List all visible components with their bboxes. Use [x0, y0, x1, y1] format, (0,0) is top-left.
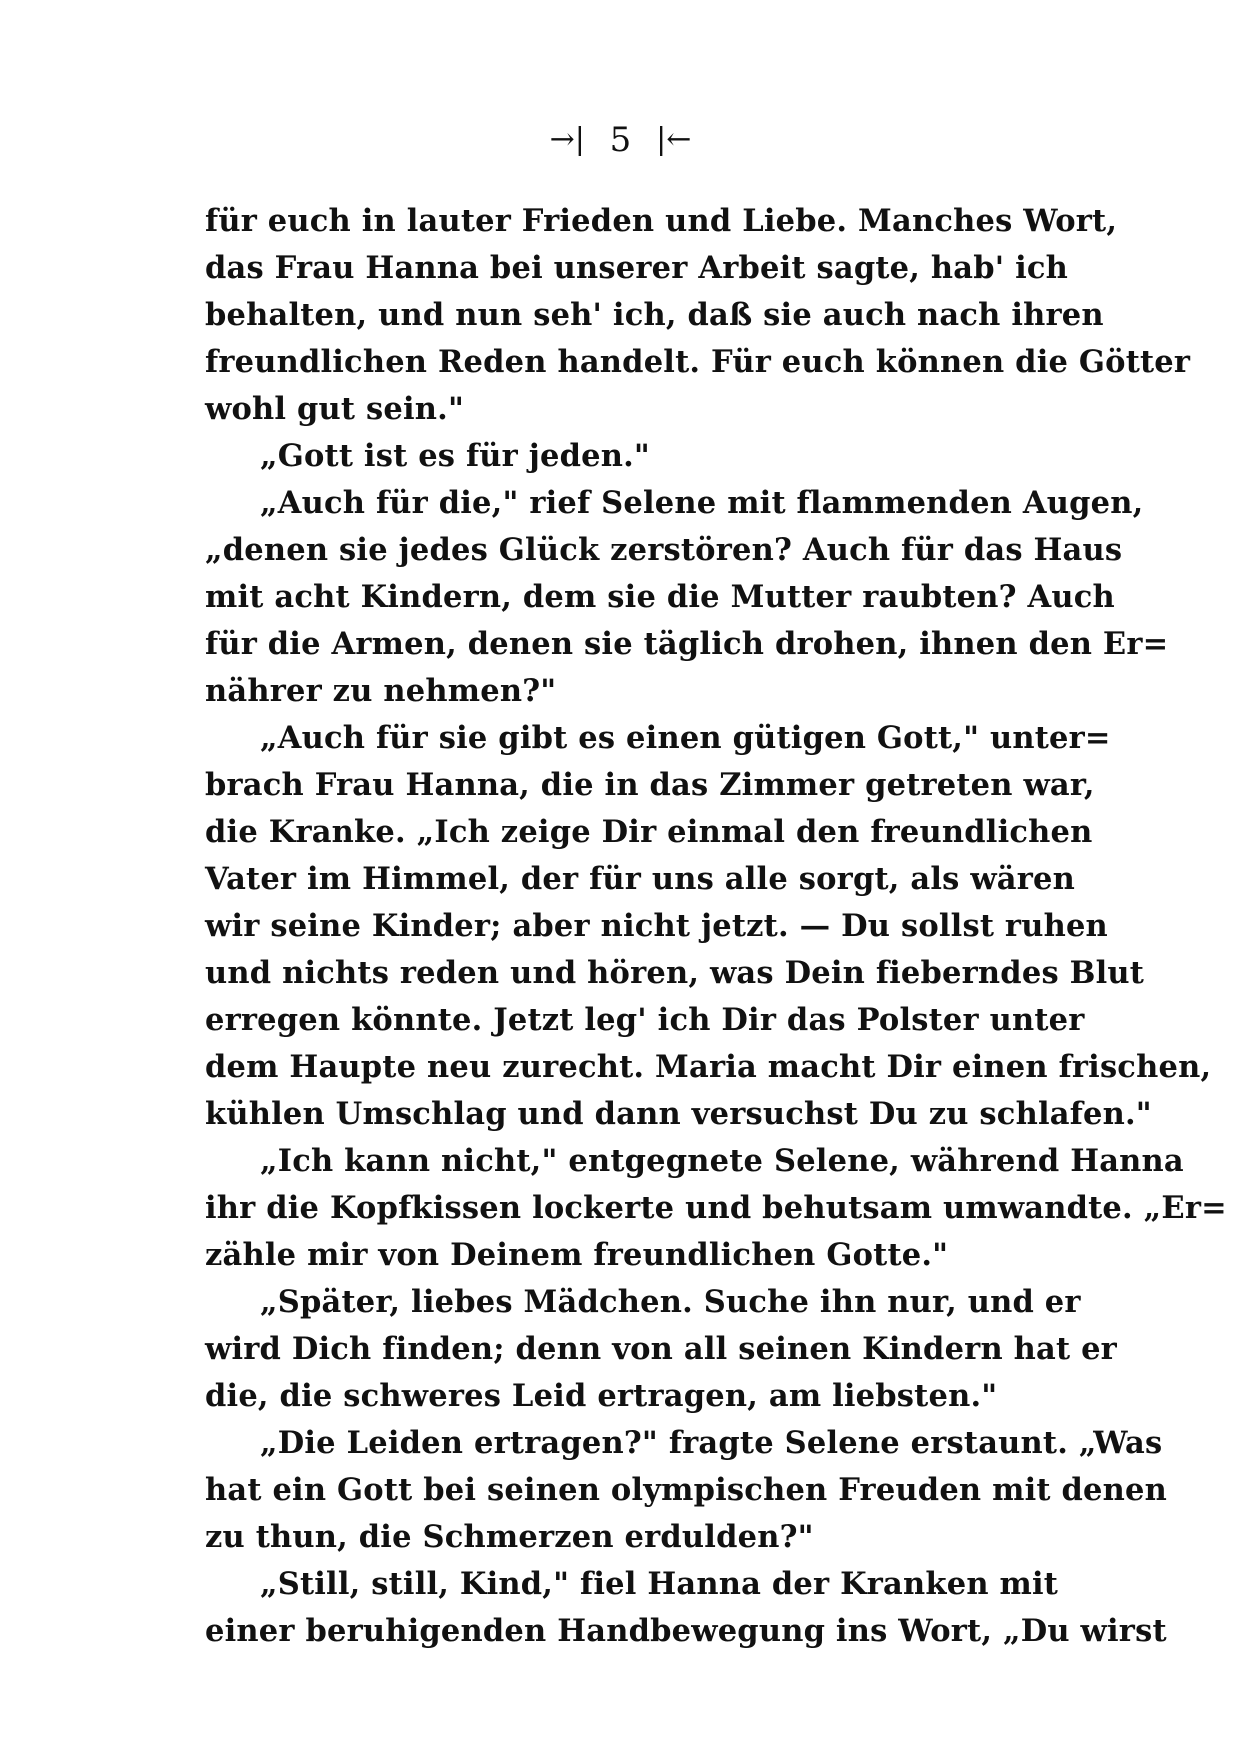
text-line: wird Dich finden; denn von all seinen Kindern hat er: [205, 1331, 1117, 1367]
left-arrow-ornament-icon: →|: [549, 122, 585, 157]
page-header: [0, 118, 1241, 160]
text-line: das Frau Hanna bei unserer Arbeit sagte, hab' ich: [205, 250, 1069, 286]
text-line: ihr die Kopfkissen lockerte und behutsam umwandte. „Er=: [205, 1190, 1227, 1226]
text-line: „Die Leiden ertragen?" fragte Selene erstaunt. „Was: [260, 1425, 1163, 1461]
text-line: wohl gut sein.": [205, 391, 465, 427]
text-line: „Später, liebes Mädchen. Suche ihn nur, und er: [260, 1284, 1081, 1320]
text-line: erregen könnte. Jetzt leg' ich Dir das Polster unter: [205, 1002, 1085, 1038]
text-line: freundlichen Reden handelt. Für euch können die Götter: [205, 344, 1191, 380]
text-line: „Gott ist es für jeden.": [260, 438, 651, 474]
text-line: „Still, still, Kind," fiel Hanna der Kranken mit: [260, 1566, 1059, 1602]
text-line: zähle mir von Deinem freundlichen Gotte.": [205, 1237, 949, 1273]
text-line: dem Haupte neu zurecht. Maria macht Dir einen frischen,: [205, 1049, 1212, 1085]
text-line: hat ein Gott bei seinen olympischen Freuden mit denen: [205, 1472, 1167, 1508]
body-text: [205, 198, 1227, 1655]
text-line: kühlen Umschlag und dann versuchst Du zu schlafen.": [205, 1096, 1152, 1132]
text-line: die Kranke. „Ich zeige Dir einmal den freundlichen: [205, 814, 1093, 850]
text-line: „Auch für die," rief Selene mit flammenden Augen,: [260, 485, 1144, 521]
text-line: zu thun, die Schmerzen erdulden?": [205, 1519, 814, 1555]
text-line: die, die schweres Leid ertragen, am liebsten.": [205, 1378, 998, 1414]
text-line: brach Frau Hanna, die in das Zimmer getreten war,: [205, 767, 1095, 803]
text-line: wir seine Kinder; aber nicht jetzt. — Du sollst ruhen: [205, 908, 1108, 944]
text-line: nährer zu nehmen?": [205, 673, 557, 709]
text-line: für die Armen, denen sie täglich drohen, ihnen den Er=: [205, 626, 1169, 662]
text-line: für euch in lauter Frieden und Liebe. Manches Wort,: [205, 203, 1118, 239]
page-number: 5: [609, 120, 632, 160]
text-line: mit acht Kindern, dem sie die Mutter raubten? Auch: [205, 579, 1115, 615]
text-line: und nichts reden und hören, was Dein fieberndes Blut: [205, 955, 1145, 991]
text-line: „denen sie jedes Glück zerstören? Auch für das Haus: [205, 532, 1123, 568]
text-line: behalten, und nun seh' ich, daß sie auch nach ihren: [205, 297, 1104, 333]
right-arrow-ornament-icon: |←: [656, 122, 692, 157]
text-line: „Ich kann nicht," entgegnete Selene, während Hanna: [260, 1143, 1184, 1179]
text-line: einer beruhigenden Handbewegung ins Wort, „Du wirst: [205, 1613, 1167, 1649]
text-line: „Auch für sie gibt es einen gütigen Gott," unter=: [260, 720, 1111, 756]
text-line: Vater im Himmel, der für uns alle sorgt, als wären: [205, 861, 1076, 897]
